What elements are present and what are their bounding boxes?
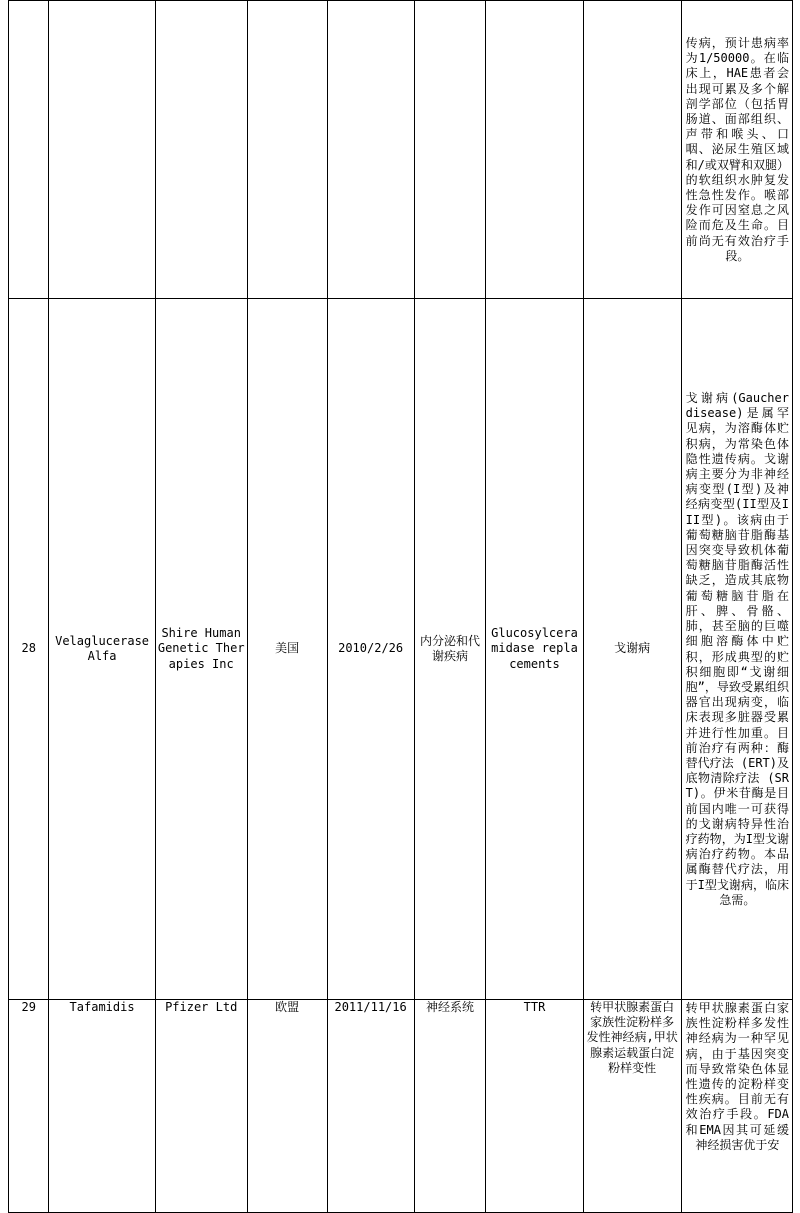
description-cell: 转甲状腺素蛋白家族性淀粉样多发性神经病为一种罕见病，由于基因突变而导致常染色体显性遗传的淀粉样变性疾病。目前无有效治疗手段。FDA和EMA因其可延缓神经损害优于安 [681, 1000, 792, 1213]
table-row [9, 299, 793, 1000]
drug-name-cell: Tafamidis [49, 1000, 155, 1213]
company-cell: Shire Human Genetic Therapies Inc [155, 299, 247, 1000]
description-cell: 传病，预计患病率为1/50000。在临床上，HAE患者会出现可累及多个解剖学部位（包括胃肠道、面部组织、声带和喉头、口咽、泌尿生殖区域和/或双臂和双腿）的软组织水肿复发性急性发作。喉部发作可因窒息之风险而危及生命。目前尚无有效治疗手段。 [681, 1, 792, 299]
row-number-cell: 28 [9, 299, 49, 1000]
indication-cell [583, 1, 681, 299]
table-row [9, 1000, 793, 1213]
company-cell: Pfizer Ltd [155, 1000, 247, 1213]
region-cell [247, 1, 327, 299]
therapeutic-area-cell: 内分泌和代谢疾病 [414, 299, 486, 1000]
company-cell [155, 1, 247, 299]
therapeutic-area-cell [414, 1, 486, 299]
region-cell: 美国 [247, 299, 327, 1000]
target-cell: TTR [486, 1000, 583, 1213]
target-cell [486, 1, 583, 299]
row-number-cell [9, 1, 49, 299]
approval-date-cell: 2011/11/16 [327, 1000, 414, 1213]
drug-table [8, 0, 793, 1213]
row-number-cell: 29 [9, 1000, 49, 1213]
table-row [9, 1, 793, 299]
drug-name-cell: Velaglucerase Alfa [49, 299, 155, 1000]
region-cell: 欧盟 [247, 1000, 327, 1213]
indication-cell: 转甲状腺素蛋白家族性淀粉样多发性神经病,甲状腺素运载蛋白淀粉样变性 [583, 1000, 681, 1213]
target-cell: Glucosylceramidase replacements [486, 299, 583, 1000]
approval-date-cell [327, 1, 414, 299]
drug-name-cell [49, 1, 155, 299]
indication-cell: 戈谢病 [583, 299, 681, 1000]
description-cell: 戈谢病(Gaucher disease)是属罕见病，为溶酶体贮积病，为常染色体隐性遗传病。戈谢病主要分为非神经病变型(I型)及神经病变型(II型及III型)。该病由于葡萄糖脑苷脂酶基因突变导致机体葡萄糖脑苷脂酶活性缺乏，造成其底物葡萄糖脑苷脂在肝、脾、骨骼、肺，甚至脑的巨噬细胞溶酶体中贮积，形成典型的贮积细胞即“戈谢细胞”，导致受累组织器官出现病变，临床表现多脏器受累并进行性加重。目前治疗有两种：酶替代疗法 (ERT)及底物清除疗法 (SRT)。伊米苷酶是目前国内唯一可获得的戈谢病特异性治疗药物，为I型戈谢病治疗药物。本品属酶替代疗法，用于I型戈谢病，临床急需。 [681, 299, 792, 1000]
approval-date-cell: 2010/2/26 [327, 299, 414, 1000]
therapeutic-area-cell: 神经系统 [414, 1000, 486, 1213]
